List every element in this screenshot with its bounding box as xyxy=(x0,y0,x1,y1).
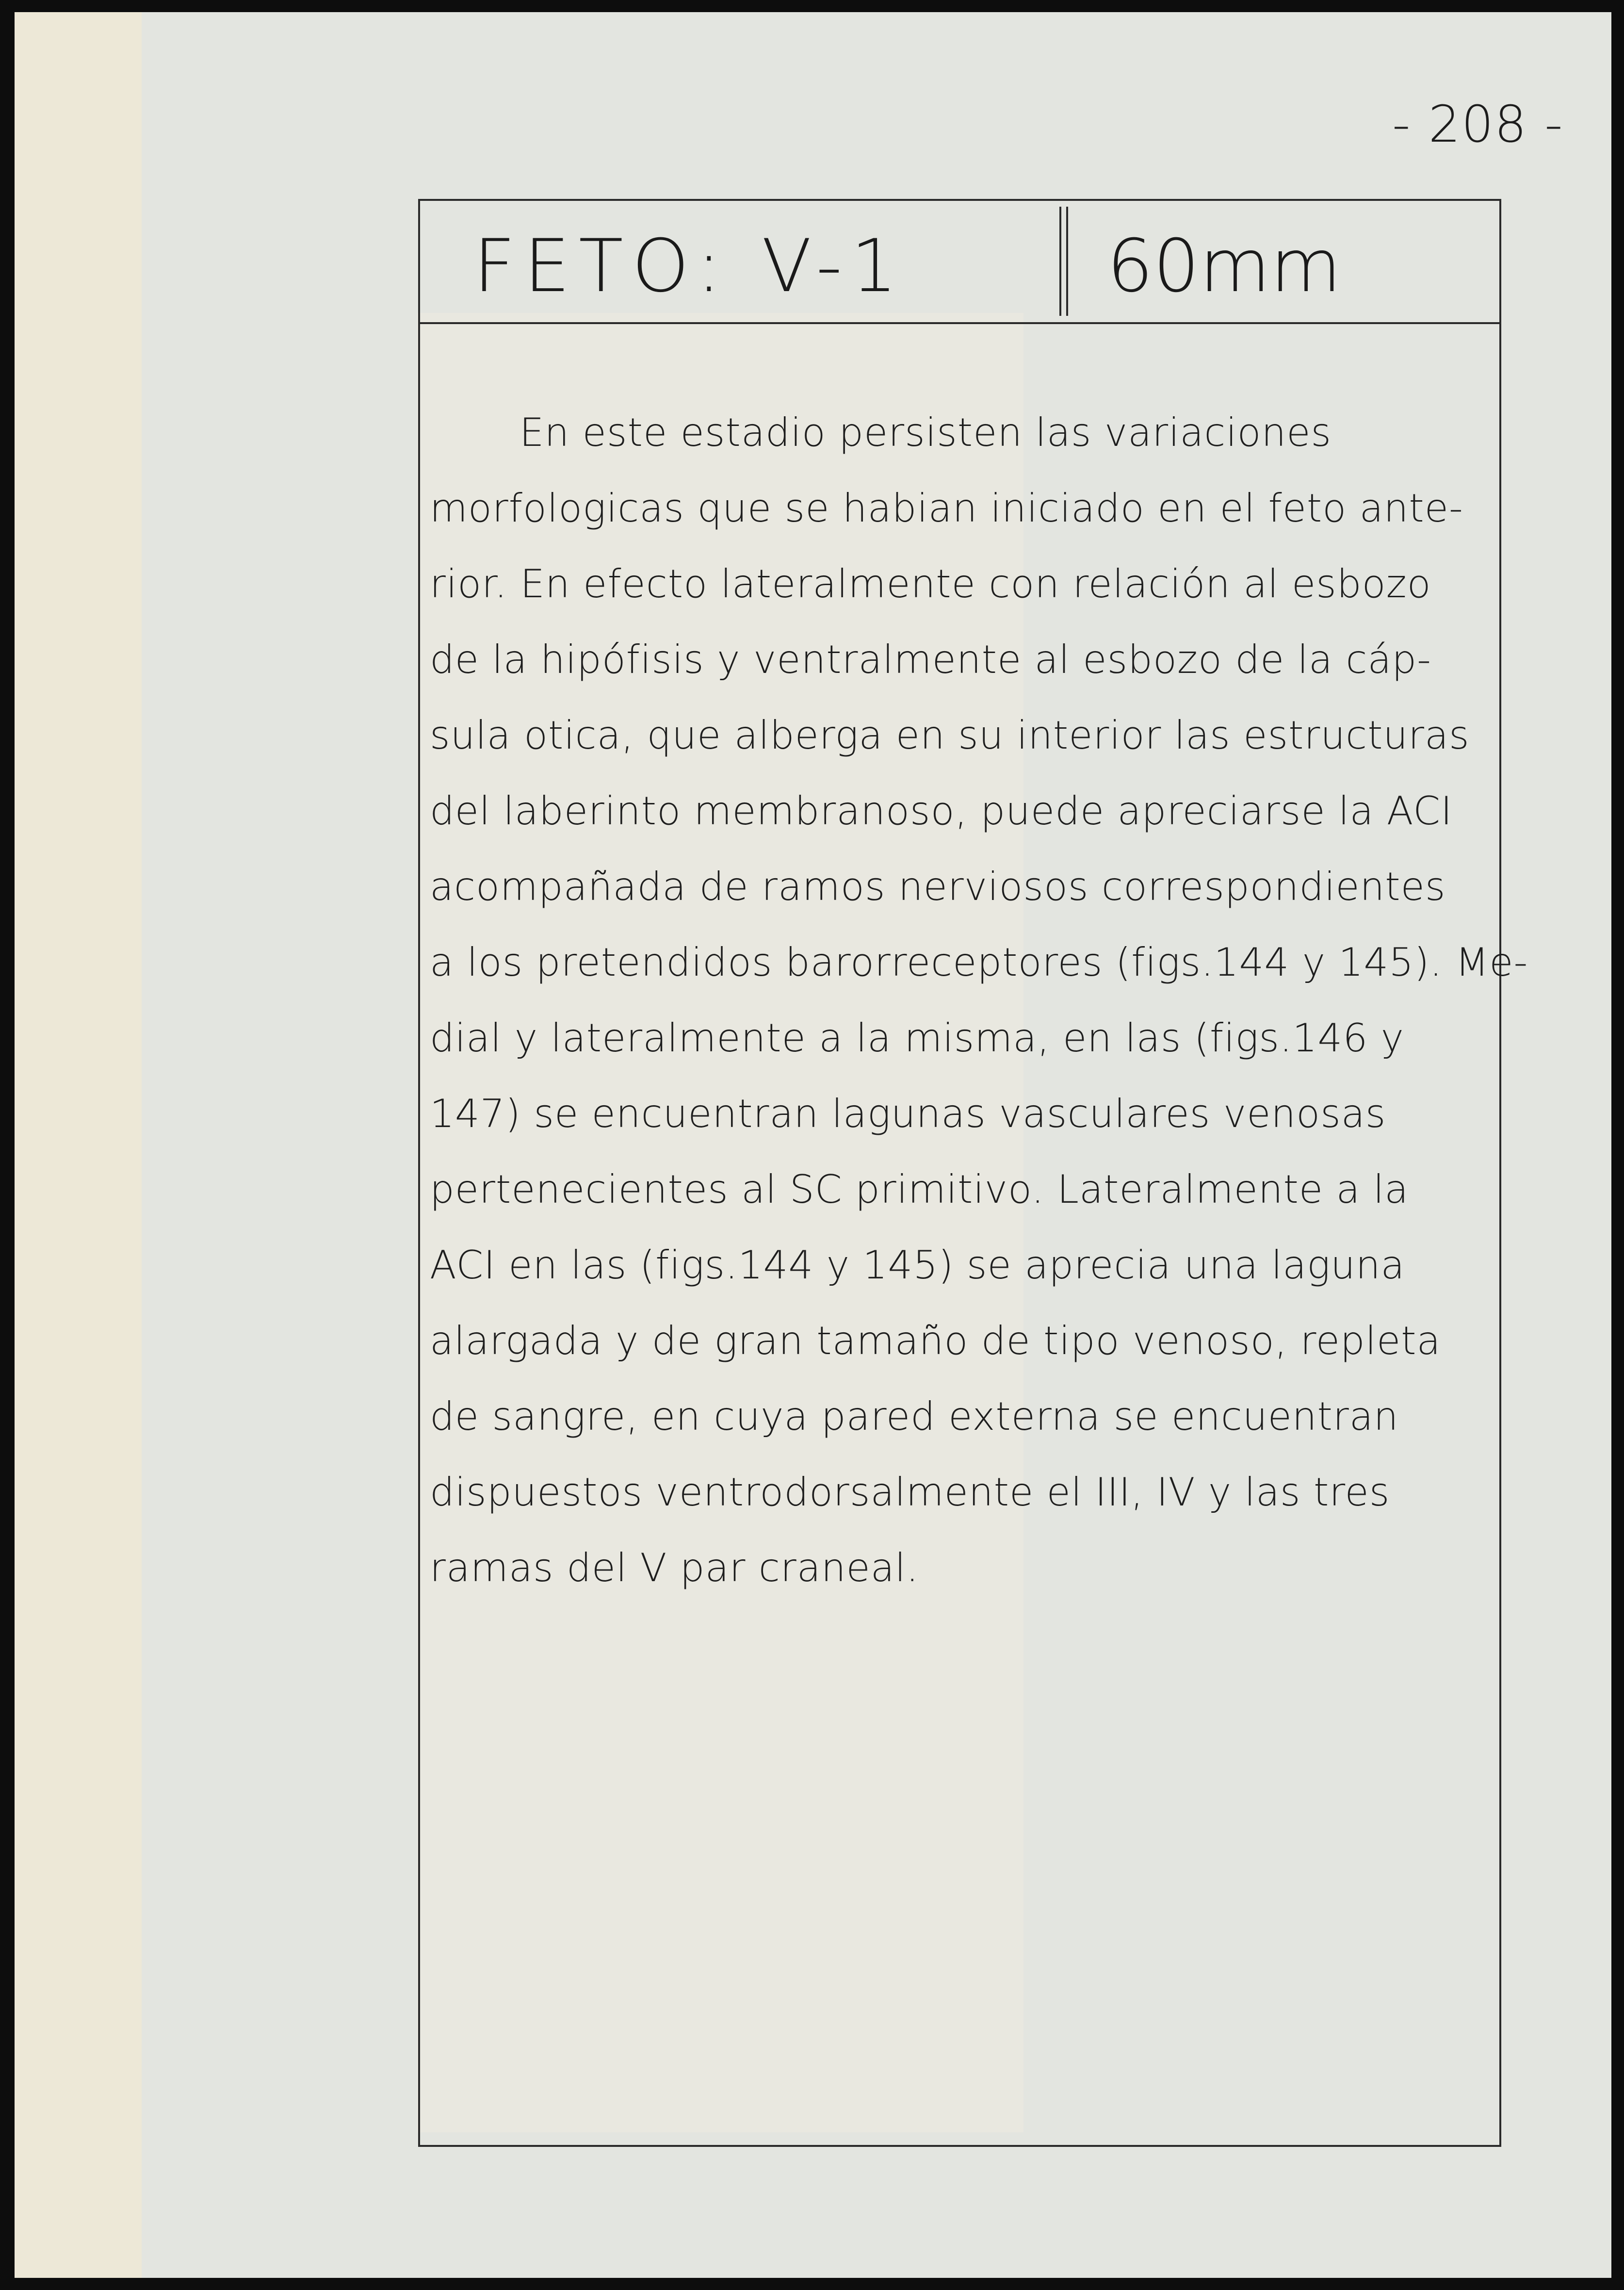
body-line: En este estadio persisten las variaciones xyxy=(520,410,1332,455)
specimen-size: 60mm xyxy=(1107,224,1342,309)
body-line: sula otica, que alberga en su interior las estructuras xyxy=(430,713,1470,758)
page-number: - 208 - xyxy=(1392,95,1564,154)
specimen-id: FETO: V-1 xyxy=(473,224,906,309)
body-line: morfologicas que se habian iniciado en el feto ante- xyxy=(430,486,1463,531)
header-divider xyxy=(1059,207,1068,316)
text-frame xyxy=(418,199,1528,2147)
body-line: dial y lateralmente a la misma, en las (figs.146 y xyxy=(430,1015,1404,1061)
header-rule xyxy=(420,322,1499,324)
body-line: rior. En efecto lateralmente con relación al esbozo xyxy=(430,561,1431,606)
body-line: de sangre, en cuya pared externa se encuentran xyxy=(430,1394,1399,1439)
body-line: alargada y de gran tamaño de tipo venoso, repleta xyxy=(430,1318,1441,1363)
document-page xyxy=(15,12,1611,2278)
body-line: de la hipófisis y ventralmente al esbozo de la cáp- xyxy=(430,637,1432,682)
paper-edge-strip xyxy=(15,12,142,2278)
body-line: ramas del V par craneal. xyxy=(430,1545,919,1590)
body-line: acompañada de ramos nerviosos correspondientes xyxy=(430,864,1446,909)
body-line: del laberinto membranoso, puede apreciarse la ACI xyxy=(430,788,1453,834)
body-line: a los pretendidos barorreceptores (figs.144 y 145). Me- xyxy=(430,940,1528,985)
body-text xyxy=(420,395,1528,1606)
body-line: dispuestos ventrodorsalmente el III, IV y las tres xyxy=(430,1470,1390,1515)
body-line: 147) se encuentran lagunas vasculares venosas xyxy=(430,1091,1386,1136)
body-line: ACI en las (figs.144 y 145) se aprecia una laguna xyxy=(430,1243,1405,1288)
body-line: pertenecientes al SC primitivo. Lateralmente a la xyxy=(430,1167,1409,1212)
